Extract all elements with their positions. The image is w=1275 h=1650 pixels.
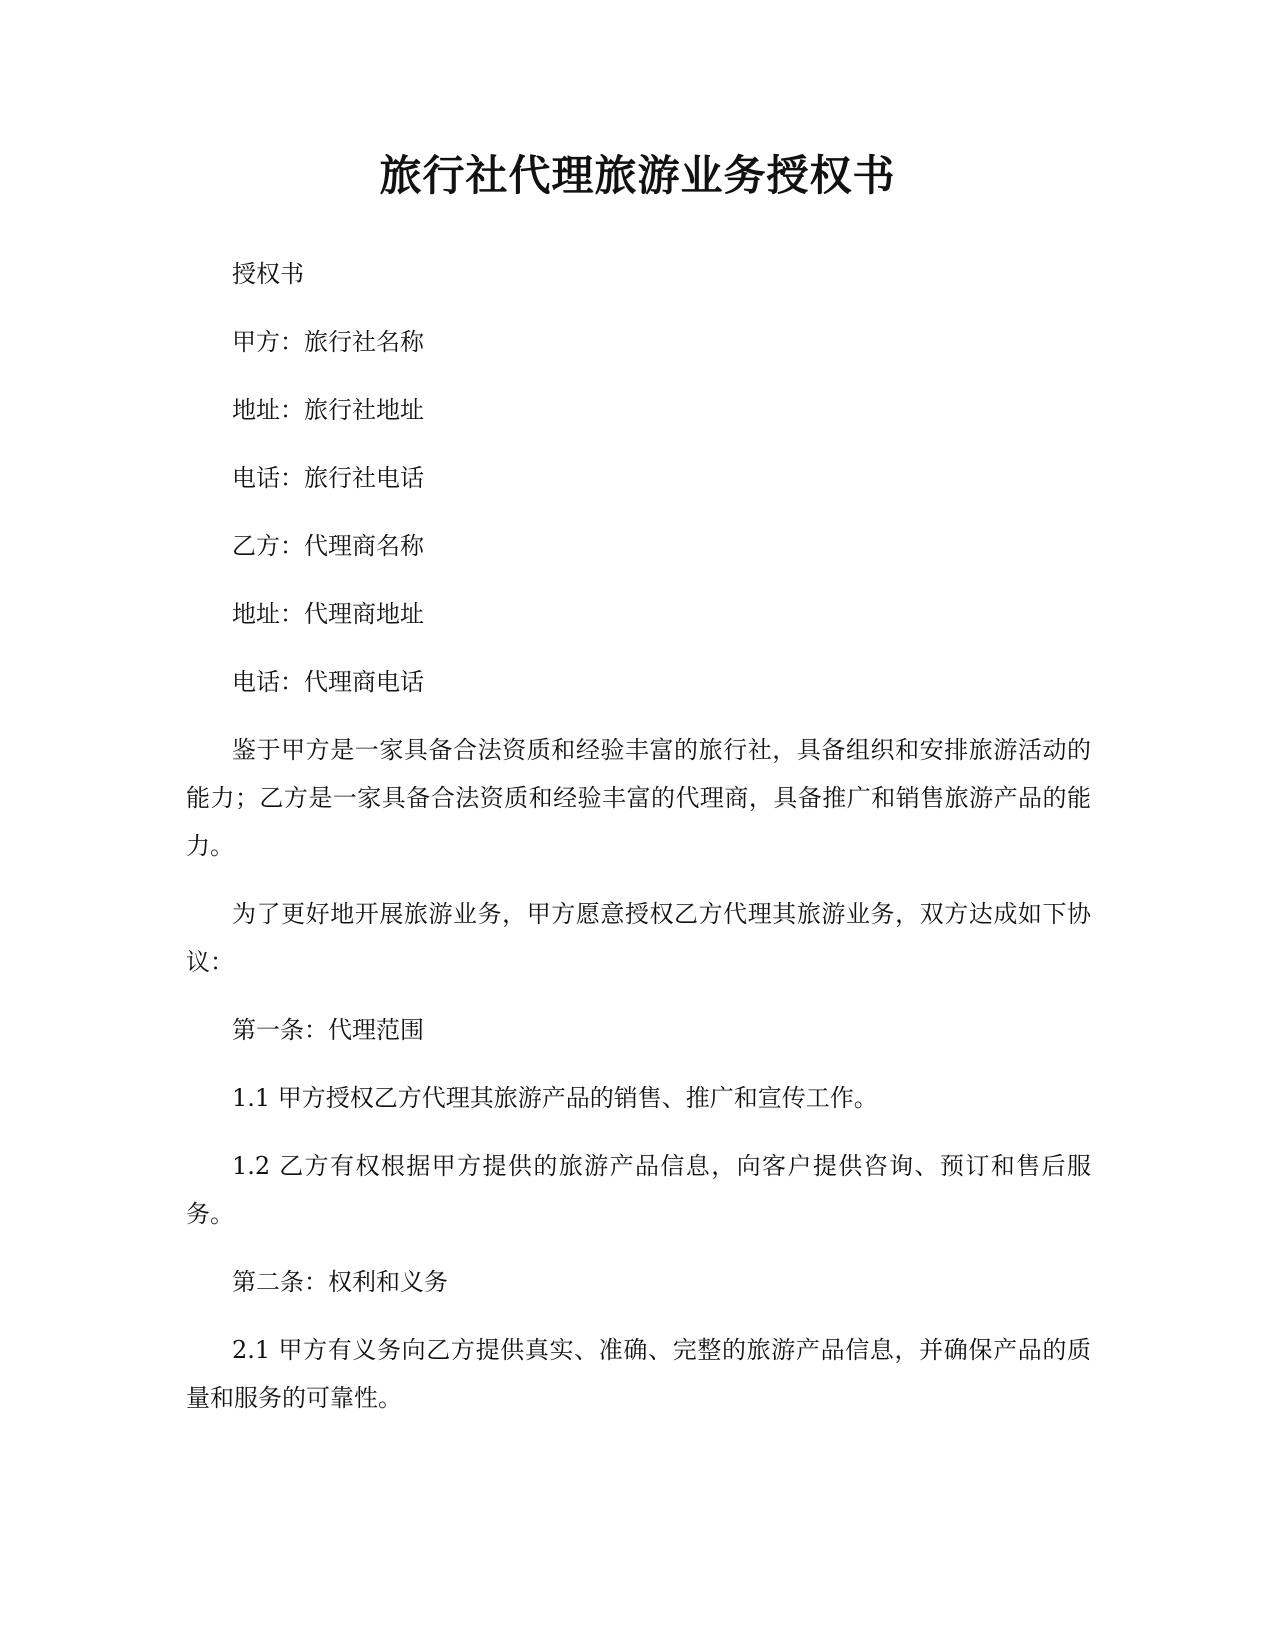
paragraph-article-1-heading: 第一条：代理范围 — [232, 1016, 424, 1044]
paragraph-agreement-intro: 为了更好地开展旅游业务，甲方愿意授权乙方代理其旅游业务，双方达成如下协议： — [186, 900, 1091, 976]
paragraph-party-b-address: 地址：代理商地址 — [232, 600, 424, 628]
paragraph-heading: 授权书 — [232, 260, 304, 288]
paragraph-party-a-phone: 电话：旅行社电话 — [232, 464, 424, 492]
document-title: 旅行社代理旅游业务授权书 — [379, 151, 896, 200]
paragraph-party-a-address: 地址：旅行社地址 — [232, 396, 424, 424]
paragraph-whereas: 鉴于甲方是一家具备合法资质和经验丰富的旅行社，具备组织和安排旅游活动的能力；乙方是一家具备合法资质和经验丰富的代理商，具备推广和销售旅游产品的能力。 — [186, 736, 1091, 860]
document-body — [186, 250, 1091, 1442]
paragraph-party-b-phone: 电话：代理商电话 — [232, 668, 424, 696]
paragraph-clause-1-1: 1.1 甲方授权乙方代理其旅游产品的销售、推广和宣传工作。 — [232, 1084, 878, 1112]
paragraph-article-2-heading: 第二条：权利和义务 — [232, 1268, 448, 1296]
paragraph-party-a-name: 甲方：旅行社名称 — [232, 328, 424, 356]
paragraph-clause-1-2: 1.2 乙方有权根据甲方提供的旅游产品信息，向客户提供咨询、预订和售后服务。 — [186, 1152, 1091, 1228]
paragraph-party-b-name: 乙方：代理商名称 — [232, 532, 424, 560]
paragraph-clause-2-1: 2.1 甲方有义务向乙方提供真实、准确、完整的旅游产品信息，并确保产品的质量和服务的可靠性。 — [186, 1336, 1091, 1412]
